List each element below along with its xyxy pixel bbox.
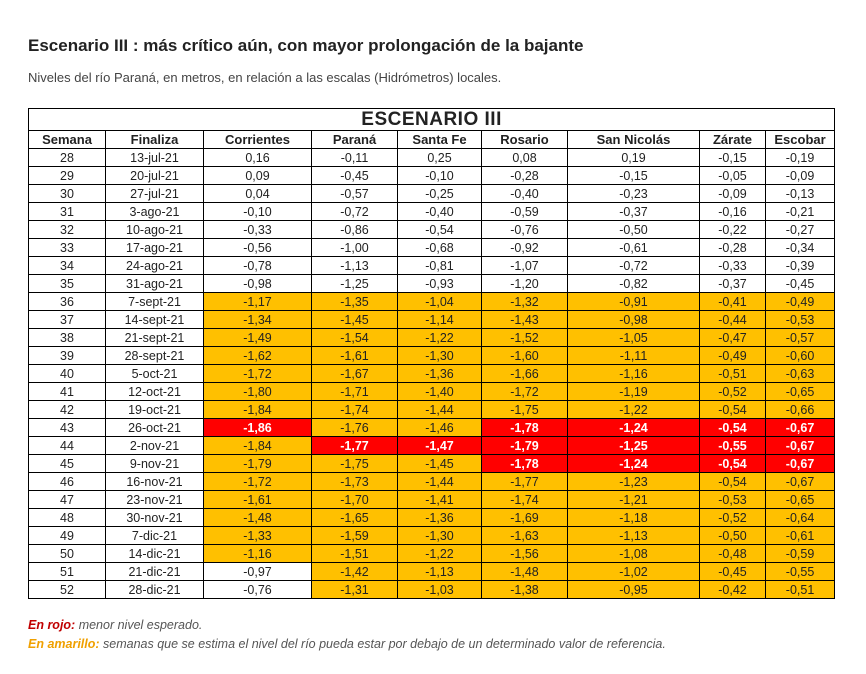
table-cell: -1,62 [204,347,312,365]
table-row [29,221,835,239]
table-cell: 52 [29,581,106,599]
legend-red-text: menor nivel esperado. [75,618,203,632]
table-cell: -1,80 [204,383,312,401]
table-cell: 45 [29,455,106,473]
table-cell: 7-dic-21 [106,527,204,545]
table-cell: -0,67 [766,473,835,491]
table-cell: -0,95 [568,581,700,599]
table-cell: -0,49 [766,293,835,311]
table-cell: 35 [29,275,106,293]
table-cell: -0,49 [700,347,766,365]
table-cell: -1,31 [312,581,398,599]
table-cell: -1,48 [204,509,312,527]
table-row [29,239,835,257]
table-cell: 5-oct-21 [106,365,204,383]
table-cell: -1,77 [482,473,568,491]
table-cell: -0,61 [568,239,700,257]
table-row [29,455,835,473]
table-cell: 0,16 [204,149,312,167]
table-cell: 41 [29,383,106,401]
table-cell: 40 [29,365,106,383]
table-cell: -1,51 [312,545,398,563]
table-cell: -0,09 [766,167,835,185]
table-cell: -0,56 [204,239,312,257]
table-cell: 31-ago-21 [106,275,204,293]
table-cell: -0,55 [700,437,766,455]
table-row [29,419,835,437]
table-cell: -0,33 [700,257,766,275]
table-cell: -1,40 [398,383,482,401]
table-cell: -1,70 [312,491,398,509]
table-cell: -1,33 [204,527,312,545]
table-cell: -1,45 [312,311,398,329]
page-subtitle: Niveles del río Paraná, en metros, en relación a las escalas (Hidrómetros) locales. [28,70,502,85]
table-cell: -0,05 [700,167,766,185]
table-cell: -1,74 [312,401,398,419]
table-cell: -0,57 [312,185,398,203]
table-cell: -0,19 [766,149,835,167]
table-cell: 48 [29,509,106,527]
column-header: Escobar [766,131,835,149]
table-cell: -0,67 [766,455,835,473]
table-cell: -1,79 [482,437,568,455]
table-cell: 13-jul-21 [106,149,204,167]
table-cell: -0,57 [766,329,835,347]
table-cell: -1,24 [568,419,700,437]
table-cell: -1,78 [482,419,568,437]
table-cell: 27-jul-21 [106,185,204,203]
column-header: Zárate [700,131,766,149]
table-cell: 20-jul-21 [106,167,204,185]
table-cell: -1,36 [398,509,482,527]
table-cell: -0,98 [204,275,312,293]
table-cell: 28-sept-21 [106,347,204,365]
column-header: San Nicolás [568,131,700,149]
table-cell: -0,37 [568,203,700,221]
table-cell: 42 [29,401,106,419]
table-cell: -0,72 [312,203,398,221]
table-cell: -1,00 [312,239,398,257]
table-cell: -1,49 [204,329,312,347]
table-cell: -1,84 [204,401,312,419]
table-cell: -1,74 [482,491,568,509]
table-cell: -1,65 [312,509,398,527]
table-row [29,347,835,365]
table-row [29,257,835,275]
table-cell: 47 [29,491,106,509]
table-cell: 39 [29,347,106,365]
table-cell: -0,72 [568,257,700,275]
table-cell: -1,13 [398,563,482,581]
table-row [29,203,835,221]
table-cell: 46 [29,473,106,491]
table-cell: 44 [29,437,106,455]
table-cell: -0,54 [700,419,766,437]
table-cell: -0,23 [568,185,700,203]
table-row [29,563,835,581]
legend-yellow-key: En amarillo: [28,637,100,651]
table-cell: -1,45 [398,455,482,473]
table-cell: -0,15 [568,167,700,185]
table-cell: -0,65 [766,383,835,401]
table-row [29,275,835,293]
table-cell: 28-dic-21 [106,581,204,599]
table-row [29,167,835,185]
table-cell: -1,20 [482,275,568,293]
table-cell: 0,04 [204,185,312,203]
table-cell: 21-sept-21 [106,329,204,347]
table-cell: 29 [29,167,106,185]
table-cell: 0,19 [568,149,700,167]
table-cell: -1,71 [312,383,398,401]
table-cell: 24-ago-21 [106,257,204,275]
table-cell: 14-dic-21 [106,545,204,563]
table-cell: -0,54 [700,455,766,473]
table-cell: -1,67 [312,365,398,383]
table-cell: -0,52 [700,509,766,527]
table-cell: -0,54 [398,221,482,239]
table-cell: 0,08 [482,149,568,167]
table-cell: -0,67 [766,437,835,455]
table-row [29,185,835,203]
table-cell: -0,59 [482,203,568,221]
table-cell: -1,16 [568,365,700,383]
table-cell: -1,11 [568,347,700,365]
table-cell: -1,36 [398,365,482,383]
table-cell: -0,91 [568,293,700,311]
table-cell: -1,18 [568,509,700,527]
table-cell: -1,22 [398,329,482,347]
table-cell: 21-dic-21 [106,563,204,581]
table-cell: 33 [29,239,106,257]
table-cell: -0,37 [700,275,766,293]
table-row [29,401,835,419]
legend-red [28,618,202,632]
table-cell: -0,59 [766,545,835,563]
table-cell: -1,25 [568,437,700,455]
table-cell: 7-sept-21 [106,293,204,311]
table-cell: -1,84 [204,437,312,455]
table-cell: 30-nov-21 [106,509,204,527]
table-cell: 34 [29,257,106,275]
table-cell: -1,54 [312,329,398,347]
table-cell: -1,02 [568,563,700,581]
table-row [29,473,835,491]
table-cell: -1,44 [398,401,482,419]
table-cell: -0,45 [766,275,835,293]
table-cell: -0,60 [766,347,835,365]
table-row [29,581,835,599]
table-cell: 49 [29,527,106,545]
table-cell: -1,05 [568,329,700,347]
table-cell: -0,64 [766,509,835,527]
table-cell: 43 [29,419,106,437]
column-header: Semana [29,131,106,149]
table-cell: 26-oct-21 [106,419,204,437]
table-cell: 36 [29,293,106,311]
table-cell: -0,21 [766,203,835,221]
table-row [29,293,835,311]
table-cell: -0,10 [398,167,482,185]
table-cell: -0,28 [700,239,766,257]
table-cell: -0,41 [700,293,766,311]
table-cell: 14-sept-21 [106,311,204,329]
table-cell: -1,04 [398,293,482,311]
legend-yellow-text: semanas que se estima el nivel del río pueda estar por debajo de un determinado valor de referencia. [99,637,666,651]
table-cell: -0,45 [700,563,766,581]
table-cell: -1,22 [568,401,700,419]
table-cell: -1,19 [568,383,700,401]
table-cell: -0,92 [482,239,568,257]
table-cell: -1,25 [312,275,398,293]
table-cell: 30 [29,185,106,203]
table-cell: -1,38 [482,581,568,599]
table-cell: -0,13 [766,185,835,203]
table-cell: -1,48 [482,563,568,581]
table-cell: -0,48 [700,545,766,563]
table-cell: -1,13 [568,527,700,545]
table-cell: -1,76 [312,419,398,437]
table-cell: -1,41 [398,491,482,509]
table-cell: -1,07 [482,257,568,275]
table-cell: -0,47 [700,329,766,347]
table-cell: -1,13 [312,257,398,275]
table-cell: -0,82 [568,275,700,293]
table-row [29,527,835,545]
table-cell: -1,22 [398,545,482,563]
table-cell: -0,55 [766,563,835,581]
table-cell: -0,39 [766,257,835,275]
table-cell: -1,78 [482,455,568,473]
table-cell: -1,34 [204,311,312,329]
table-cell: -1,47 [398,437,482,455]
table-cell: -1,43 [482,311,568,329]
table-cell: -1,61 [204,491,312,509]
table-cell: -1,17 [204,293,312,311]
table-cell: 3-ago-21 [106,203,204,221]
table-cell: -0,53 [766,311,835,329]
column-header: Corrientes [204,131,312,149]
table-cell: -0,54 [700,401,766,419]
table-row [29,329,835,347]
table-cell: -1,73 [312,473,398,491]
table-cell: -0,76 [482,221,568,239]
table-cell: -1,24 [568,455,700,473]
table-cell: -0,76 [204,581,312,599]
table-cell: -0,40 [482,185,568,203]
table-cell: -0,34 [766,239,835,257]
table-cell: 9-nov-21 [106,455,204,473]
table-cell: -1,69 [482,509,568,527]
table-cell: -0,51 [766,581,835,599]
table-row [29,311,835,329]
table-cell: 0,25 [398,149,482,167]
table-cell: 10-ago-21 [106,221,204,239]
table-cell: -1,03 [398,581,482,599]
table-cell: -0,51 [700,365,766,383]
table-row [29,509,835,527]
table-cell: 31 [29,203,106,221]
table-cell: 2-nov-21 [106,437,204,455]
table-cell: -1,61 [312,347,398,365]
column-header: Paraná [312,131,398,149]
table-row [29,383,835,401]
table-cell: -1,56 [482,545,568,563]
table-cell: -1,35 [312,293,398,311]
table-cell: -0,53 [700,491,766,509]
table-cell: -1,66 [482,365,568,383]
table-cell: -1,14 [398,311,482,329]
table-cell: -0,54 [700,473,766,491]
column-header: Santa Fe [398,131,482,149]
table-row [29,491,835,509]
table-cell: -0,15 [700,149,766,167]
table-cell: 19-oct-21 [106,401,204,419]
table-body [29,149,835,599]
table-cell: 37 [29,311,106,329]
table-cell: -0,65 [766,491,835,509]
table-cell: -1,77 [312,437,398,455]
table-cell: -1,60 [482,347,568,365]
table-cell: -0,78 [204,257,312,275]
table-cell: 17-ago-21 [106,239,204,257]
table-cell: -1,42 [312,563,398,581]
header-row [29,131,835,149]
table-cell: -0,28 [482,167,568,185]
table-cell: -1,21 [568,491,700,509]
table-banner: ESCENARIO III [29,109,835,131]
table-cell: 38 [29,329,106,347]
table-cell: -0,93 [398,275,482,293]
table-row [29,437,835,455]
table-cell: -0,22 [700,221,766,239]
table-cell: -0,42 [700,581,766,599]
table-cell: -1,75 [482,401,568,419]
table-cell: -1,72 [204,473,312,491]
table-cell: -1,59 [312,527,398,545]
table-cell: -1,44 [398,473,482,491]
table-cell: -1,16 [204,545,312,563]
table-cell: -0,25 [398,185,482,203]
column-header: Rosario [482,131,568,149]
table-cell: -1,72 [204,365,312,383]
table-cell: -1,08 [568,545,700,563]
table-cell: 50 [29,545,106,563]
table-row [29,545,835,563]
table-cell: 32 [29,221,106,239]
table-cell: -1,75 [312,455,398,473]
table-cell: -0,16 [700,203,766,221]
table-cell: -1,72 [482,383,568,401]
table-cell: 12-oct-21 [106,383,204,401]
table-cell: -1,32 [482,293,568,311]
legend-red-key: En rojo: [28,618,76,632]
table-cell: -1,23 [568,473,700,491]
table-cell: 23-nov-21 [106,491,204,509]
table-cell: -0,52 [700,383,766,401]
table-cell: -1,46 [398,419,482,437]
table-cell: -0,61 [766,527,835,545]
table-cell: -0,11 [312,149,398,167]
table-cell: -0,44 [700,311,766,329]
table-cell: -0,33 [204,221,312,239]
table-cell: -0,97 [204,563,312,581]
table-cell: -0,40 [398,203,482,221]
table-cell: -0,66 [766,401,835,419]
column-header: Finaliza [106,131,204,149]
table-cell: -1,79 [204,455,312,473]
table-cell: -0,81 [398,257,482,275]
table-cell: -1,86 [204,419,312,437]
table-cell: -0,86 [312,221,398,239]
table-cell: -1,63 [482,527,568,545]
table-cell: -0,63 [766,365,835,383]
scenario-table [28,108,835,599]
table-cell: -0,45 [312,167,398,185]
table-cell: 51 [29,563,106,581]
table-row [29,365,835,383]
table-cell: 16-nov-21 [106,473,204,491]
table-cell: -0,27 [766,221,835,239]
table-cell: -1,52 [482,329,568,347]
table-cell: 0,09 [204,167,312,185]
table-cell: -0,67 [766,419,835,437]
table-cell: -1,30 [398,347,482,365]
table-cell: -0,09 [700,185,766,203]
table-cell: 28 [29,149,106,167]
page-title: Escenario III : más crítico aún, con mayor prolongación de la bajante [28,36,584,55]
table-cell: -0,50 [700,527,766,545]
table-cell: -0,98 [568,311,700,329]
table-cell: -1,30 [398,527,482,545]
table-row [29,149,835,167]
legend-yellow [28,637,666,651]
table-cell: -0,50 [568,221,700,239]
table-cell: -0,10 [204,203,312,221]
table-cell: -0,68 [398,239,482,257]
